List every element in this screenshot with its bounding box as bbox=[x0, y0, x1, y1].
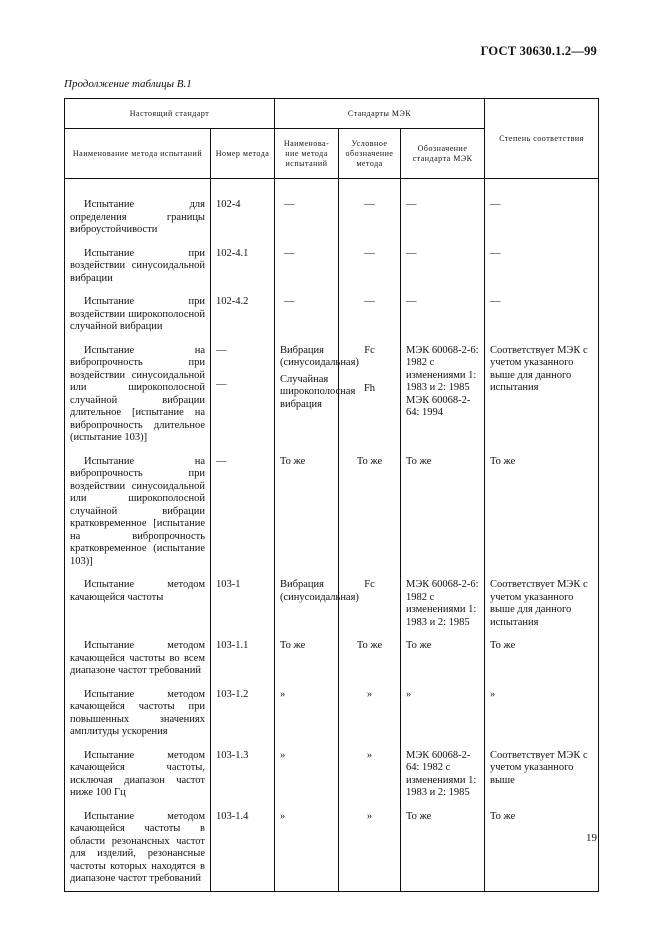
table-spacer-row bbox=[65, 179, 599, 194]
iec-standard-cell: МЭК 60068-2-64: 1982 с изменениями 1: 1983 и 2: 1985 bbox=[401, 744, 485, 805]
header-iec-standards: Стандарты МЭК bbox=[275, 99, 485, 129]
conformity-cell: — bbox=[485, 290, 599, 339]
header-iec-symbol: Условное обозначение метода bbox=[339, 129, 401, 179]
method-number-value: — bbox=[216, 344, 227, 356]
table-row bbox=[65, 339, 599, 450]
conformity-cell: » bbox=[485, 683, 599, 744]
method-number-cell: — bbox=[211, 450, 275, 574]
iec-standard-cell: » bbox=[401, 683, 485, 744]
iec-method-name-cell: — bbox=[275, 242, 339, 291]
method-name-cell: Испытание методом качающейся частоты во всем диапазоне частот требований bbox=[65, 634, 211, 683]
method-number-cell: 103-1.3 bbox=[211, 744, 275, 805]
conformity-cell: Соответствует МЭК с учетом указанного выше для данного испытания bbox=[485, 339, 599, 450]
method-number-cell: 103-1.1 bbox=[211, 634, 275, 683]
iec-standard-cell: — bbox=[401, 193, 485, 242]
table-row bbox=[65, 634, 599, 683]
iec-standard-cell: То же bbox=[401, 805, 485, 892]
iec-symbol-cell: — bbox=[339, 193, 401, 242]
method-number-cell: 102-4.1 bbox=[211, 242, 275, 291]
method-name-cell: Испытание на вибропрочность при воздействии синусоидальной или широкополосной случайной вибрации длительное [испытание на вибропрочность длительное (испытание 103)] bbox=[65, 339, 211, 450]
conformity-cell: Соответствует МЭК с учетом указанного выше для данного испытания bbox=[485, 573, 599, 634]
header-current-standard: Настоящий стандарт bbox=[65, 99, 275, 129]
iec-symbol-cell: То же bbox=[339, 450, 401, 574]
method-name-cell: Испытание методом качающейся частоты в области резонансных частот для изделий, резонансные частоты которых находятся в диапазоне частот требований bbox=[65, 805, 211, 892]
iec-method-name-cell: То же bbox=[275, 634, 339, 683]
iec-symbol-cell: Fc bbox=[339, 573, 401, 634]
method-number-cell: 103-1.2 bbox=[211, 683, 275, 744]
iec-standard-cell: — bbox=[401, 290, 485, 339]
iec-symbol-cell: То же bbox=[339, 634, 401, 683]
method-number-cell: 102-4 bbox=[211, 193, 275, 242]
method-number-cell bbox=[211, 339, 275, 450]
iec-symbol-cell: — bbox=[339, 290, 401, 339]
method-name-cell: Испытание методом качающейся частоты, исключая диапазон частот ниже 100 Гц bbox=[65, 744, 211, 805]
iec-method-name-cell: То же bbox=[275, 450, 339, 574]
conformity-cell: То же bbox=[485, 805, 599, 892]
iec-method-name-cell: » bbox=[275, 805, 339, 892]
table-row bbox=[65, 193, 599, 242]
header-iec-method-name: Наименова-ние метода испытаний bbox=[275, 129, 339, 179]
conformity-cell: То же bbox=[485, 634, 599, 683]
iec-method-name-value: Случайная широкополосная вибрация bbox=[280, 373, 356, 410]
iec-symbol-cell: » bbox=[339, 683, 401, 744]
page-number: 19 bbox=[586, 832, 597, 844]
table-row bbox=[65, 242, 599, 291]
conformity-cell: Соответствует МЭК с учетом указанного выше bbox=[485, 744, 599, 805]
table-row bbox=[65, 573, 599, 634]
document-code: ГОСТ 30630.1.2—99 bbox=[480, 44, 597, 58]
method-name-cell: Испытание при воздействии широкополосной случайной вибрации bbox=[65, 290, 211, 339]
header-method-number: Номер метода bbox=[211, 129, 275, 179]
comparison-table bbox=[64, 98, 599, 892]
iec-method-name-cell: — bbox=[275, 290, 339, 339]
table-row bbox=[65, 744, 599, 805]
method-name-cell: Испытание на вибропрочность при воздействии синусоидальной или широкополосной случайной вибрации кратковременное [испытание на вибропрочность кратковременное (испытание 103)] bbox=[65, 450, 211, 574]
iec-symbol-value: Fh bbox=[363, 383, 376, 394]
table-row bbox=[65, 290, 599, 339]
iec-symbol-value: Fc bbox=[364, 344, 375, 356]
method-name-cell: Испытание при воздействии синусоидальной вибрации bbox=[65, 242, 211, 291]
iec-symbol-cell: — bbox=[339, 242, 401, 291]
method-name-cell: Испытание методом качающейся частоты при повышенных значениях амплитуды ускорения bbox=[65, 683, 211, 744]
method-number-cell: 103-1 bbox=[211, 573, 275, 634]
table-row bbox=[65, 805, 599, 892]
iec-method-name-cell bbox=[275, 339, 359, 450]
iec-standard-cell: То же bbox=[401, 450, 485, 574]
iec-standard-cell: МЭК 60068-2-6: 1982 с изменениями 1: 1983 и 2: 1985 bbox=[401, 573, 485, 634]
iec-standard-cell: То же bbox=[401, 634, 485, 683]
iec-method-name-value: Вибрация (синусоидальная) bbox=[280, 344, 359, 368]
table-row bbox=[65, 683, 599, 744]
method-number-cell: 103-1.4 bbox=[211, 805, 275, 892]
header-method-name: Наименование метода испытаний bbox=[65, 129, 211, 179]
iec-method-name-cell: » bbox=[275, 683, 339, 744]
header-iec-standard-designation: Обозначение стандарта МЭК bbox=[401, 129, 485, 179]
iec-symbol-cell: » bbox=[339, 744, 401, 805]
header-conformity: Степень соответствия bbox=[485, 99, 599, 179]
method-name-cell: Испытание для определения границы виброустойчивости bbox=[65, 193, 211, 242]
conformity-cell: — bbox=[485, 242, 599, 291]
method-number-value: — bbox=[216, 379, 227, 390]
method-number-cell: 102-4.2 bbox=[211, 290, 275, 339]
table-row bbox=[65, 450, 599, 574]
method-name-cell: Испытание методом качающейся частоты bbox=[65, 573, 211, 634]
table-caption: Продолжение таблицы В.1 bbox=[64, 78, 192, 90]
iec-standard-cell: МЭК 60068-2-6: 1982 с изменениями 1: 1983 и 2: 1985 МЭК 60068-2-64: 1994 bbox=[401, 339, 485, 450]
iec-method-name-cell: » bbox=[275, 744, 339, 805]
iec-symbol-cell: » bbox=[339, 805, 401, 892]
iec-standard-cell: — bbox=[401, 242, 485, 291]
iec-method-name-cell: Вибрация (синусоидальная) bbox=[275, 573, 339, 634]
conformity-cell: — bbox=[485, 193, 599, 242]
conformity-cell: То же bbox=[485, 450, 599, 574]
iec-method-name-cell: — bbox=[275, 193, 339, 242]
